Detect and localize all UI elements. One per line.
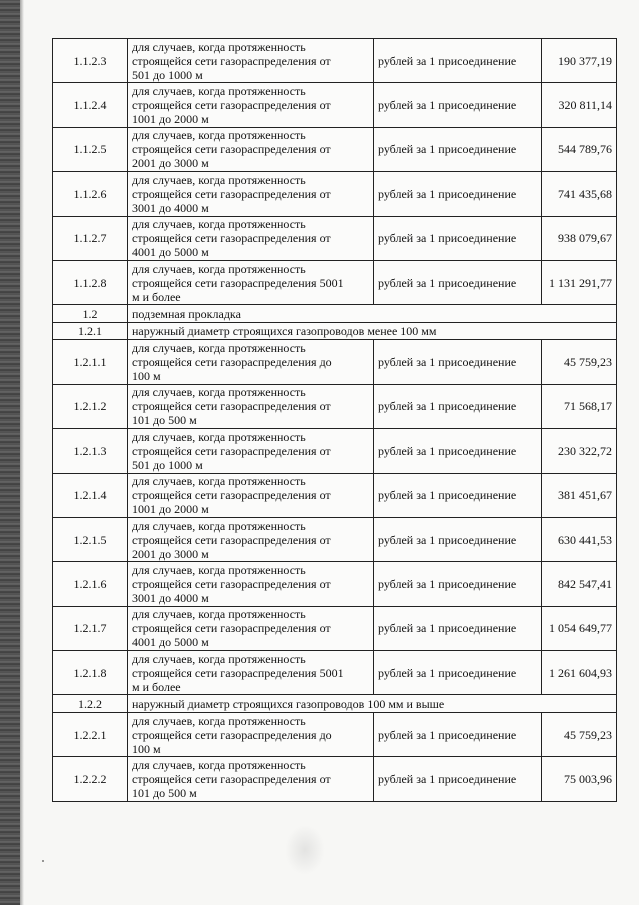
unit-of-measure: рублей за 1 присоединение — [374, 517, 542, 561]
description-line: 100 м — [132, 369, 161, 384]
tariff-value: 741 435,68 — [542, 172, 617, 216]
item-description — [128, 260, 374, 304]
tariff-value: 71 568,17 — [542, 384, 617, 428]
item-code: 1.2.1.4 — [53, 473, 128, 517]
item-description — [128, 384, 374, 428]
description-line: для случаев, когда протяженность — [132, 261, 306, 276]
table-row — [53, 39, 617, 83]
description-line: 3001 до 4000 м — [132, 590, 209, 605]
description-line: для случаев, когда протяженность — [132, 562, 306, 577]
item-description — [128, 473, 374, 517]
description-line: строящейся сети газораспределения от — [132, 186, 331, 201]
section-title: подземная прокладка — [128, 305, 617, 323]
item-code: 1.1.2.3 — [53, 39, 128, 83]
item-code: 1.2.1.7 — [53, 606, 128, 650]
description-line: для случаев, когда протяженность — [132, 217, 306, 232]
description-line: строящейся сети газораспределения от — [132, 621, 331, 636]
scan-smudge — [285, 825, 325, 875]
unit-of-measure: рублей за 1 присоединение — [374, 606, 542, 650]
table-row — [53, 83, 617, 127]
tariff-value: 630 441,53 — [542, 517, 617, 561]
table-row — [53, 517, 617, 561]
description-line: для случаев, когда протяженность — [132, 128, 306, 143]
description-line: строящейся сети газораспределения от — [132, 142, 331, 157]
tariff-table — [52, 38, 617, 802]
description-line: 1001 до 2000 м — [132, 112, 209, 127]
item-code: 1.2.1 — [53, 322, 128, 340]
unit-of-measure: рублей за 1 присоединение — [374, 429, 542, 473]
item-code: 1.2.2.1 — [53, 712, 128, 756]
tariff-value: 190 377,19 — [542, 39, 617, 83]
description-line: строящейся сети газораспределения от — [132, 532, 331, 547]
item-code: 1.1.2.6 — [53, 172, 128, 216]
scan-speck — [42, 860, 44, 862]
unit-of-measure: рублей за 1 присоединение — [374, 39, 542, 83]
description-line: 501 до 1000 м — [132, 67, 203, 82]
description-line: строящейся сети газораспределения от — [132, 98, 331, 113]
unit-of-measure: рублей за 1 присоединение — [374, 651, 542, 695]
item-description — [128, 606, 374, 650]
item-description — [128, 651, 374, 695]
table-row — [53, 260, 617, 304]
tariff-table-body — [53, 39, 617, 802]
item-code: 1.2.2.2 — [53, 757, 128, 801]
description-line: для случаев, когда протяженность — [132, 474, 306, 489]
table-row — [53, 384, 617, 428]
description-line: для случаев, когда протяженность — [132, 758, 306, 773]
unit-of-measure: рублей за 1 присоединение — [374, 384, 542, 428]
description-line: строящейся сети газораспределения от — [132, 399, 331, 414]
description-line: 2001 до 3000 м — [132, 546, 209, 561]
table-row — [53, 606, 617, 650]
description-line: 2001 до 3000 м — [132, 156, 209, 171]
description-line: для случаев, когда протяженность — [132, 39, 306, 54]
description-line: строящейся сети газораспределения 5001 — [132, 275, 344, 290]
section-row — [53, 305, 617, 323]
description-line: 4001 до 5000 м — [132, 245, 209, 260]
item-description — [128, 562, 374, 606]
description-line: м и более — [132, 289, 181, 304]
item-code: 1.2.2 — [53, 695, 128, 713]
item-description — [128, 39, 374, 83]
tariff-value: 544 789,76 — [542, 127, 617, 171]
unit-of-measure: рублей за 1 присоединение — [374, 340, 542, 384]
description-line: 101 до 500 м — [132, 786, 197, 801]
item-description — [128, 83, 374, 127]
description-line: строящейся сети газораспределения от — [132, 231, 331, 246]
description-line: строящейся сети газораспределения от — [132, 443, 331, 458]
table-row — [53, 473, 617, 517]
item-code: 1.1.2.8 — [53, 260, 128, 304]
description-line: 100 м — [132, 741, 161, 756]
item-description — [128, 429, 374, 473]
description-line: для случаев, когда протяженность — [132, 651, 306, 666]
unit-of-measure: рублей за 1 присоединение — [374, 83, 542, 127]
item-description — [128, 216, 374, 260]
table-row — [53, 172, 617, 216]
unit-of-measure: рублей за 1 присоединение — [374, 757, 542, 801]
item-code: 1.2.1.5 — [53, 517, 128, 561]
description-line: строящейся сети газораспределения от — [132, 53, 331, 68]
description-line: для случаев, когда протяженность — [132, 429, 306, 444]
item-description — [128, 172, 374, 216]
description-line: для случаев, когда протяженность — [132, 713, 306, 728]
table-row — [53, 340, 617, 384]
description-line: для случаев, когда протяженность — [132, 385, 306, 400]
item-description — [128, 127, 374, 171]
unit-of-measure: рублей за 1 присоединение — [374, 216, 542, 260]
unit-of-measure: рублей за 1 присоединение — [374, 562, 542, 606]
table-row — [53, 757, 617, 801]
tariff-value: 230 322,72 — [542, 429, 617, 473]
table-row — [53, 216, 617, 260]
item-code: 1.2 — [53, 305, 128, 323]
description-line: строящейся сети газораспределения до — [132, 727, 332, 742]
description-line: для случаев, когда протяженность — [132, 172, 306, 187]
tariff-value: 320 811,14 — [542, 83, 617, 127]
description-line: для случаев, когда протяженность — [132, 607, 306, 622]
description-line: строящейся сети газораспределения от — [132, 488, 331, 503]
item-code: 1.2.1.2 — [53, 384, 128, 428]
unit-of-measure: рублей за 1 присоединение — [374, 712, 542, 756]
item-code: 1.2.1.3 — [53, 429, 128, 473]
item-description — [128, 340, 374, 384]
section-title: наружный диаметр строящихся газопроводов менее 100 мм — [128, 322, 617, 340]
unit-of-measure: рублей за 1 присоединение — [374, 473, 542, 517]
item-code: 1.1.2.7 — [53, 216, 128, 260]
tariff-value: 938 079,67 — [542, 216, 617, 260]
description-line: 501 до 1000 м — [132, 457, 203, 472]
description-line: 1001 до 2000 м — [132, 502, 209, 517]
section-row — [53, 695, 617, 713]
tariff-value: 1 261 604,93 — [542, 651, 617, 695]
table-row — [53, 127, 617, 171]
tariff-value: 45 759,23 — [542, 340, 617, 384]
section-title: наружный диаметр строящихся газопроводов 100 мм и выше — [128, 695, 617, 713]
tariff-value: 45 759,23 — [542, 712, 617, 756]
item-description — [128, 757, 374, 801]
description-line: 4001 до 5000 м — [132, 635, 209, 650]
item-code: 1.2.1.8 — [53, 651, 128, 695]
tariff-value: 842 547,41 — [542, 562, 617, 606]
item-code: 1.1.2.5 — [53, 127, 128, 171]
item-description — [128, 712, 374, 756]
tariff-value: 1 131 291,77 — [542, 260, 617, 304]
table-row — [53, 712, 617, 756]
description-line: строящейся сети газораспределения 5001 — [132, 665, 344, 680]
description-line: строящейся сети газораспределения от — [132, 772, 331, 787]
tariff-value: 75 003,96 — [542, 757, 617, 801]
unit-of-measure: рублей за 1 присоединение — [374, 172, 542, 216]
scan-binding-edge — [0, 0, 20, 905]
description-line: для случаев, когда протяженность — [132, 341, 306, 356]
tariff-value: 381 451,67 — [542, 473, 617, 517]
description-line: 3001 до 4000 м — [132, 200, 209, 215]
item-code: 1.2.1.6 — [53, 562, 128, 606]
item-code: 1.2.1.1 — [53, 340, 128, 384]
item-description — [128, 517, 374, 561]
table-row — [53, 651, 617, 695]
tariff-value: 1 054 649,77 — [542, 606, 617, 650]
description-line: строящейся сети газораспределения до — [132, 355, 332, 370]
section-row — [53, 322, 617, 340]
description-line: для случаев, когда протяженность — [132, 84, 306, 99]
unit-of-measure: рублей за 1 присоединение — [374, 127, 542, 171]
description-line: 101 до 500 м — [132, 413, 197, 428]
unit-of-measure: рублей за 1 присоединение — [374, 260, 542, 304]
description-line: для случаев, когда протяженность — [132, 518, 306, 533]
table-row — [53, 429, 617, 473]
item-code: 1.1.2.4 — [53, 83, 128, 127]
description-line: строящейся сети газораспределения от — [132, 576, 331, 591]
description-line: м и более — [132, 679, 181, 694]
table-row — [53, 562, 617, 606]
